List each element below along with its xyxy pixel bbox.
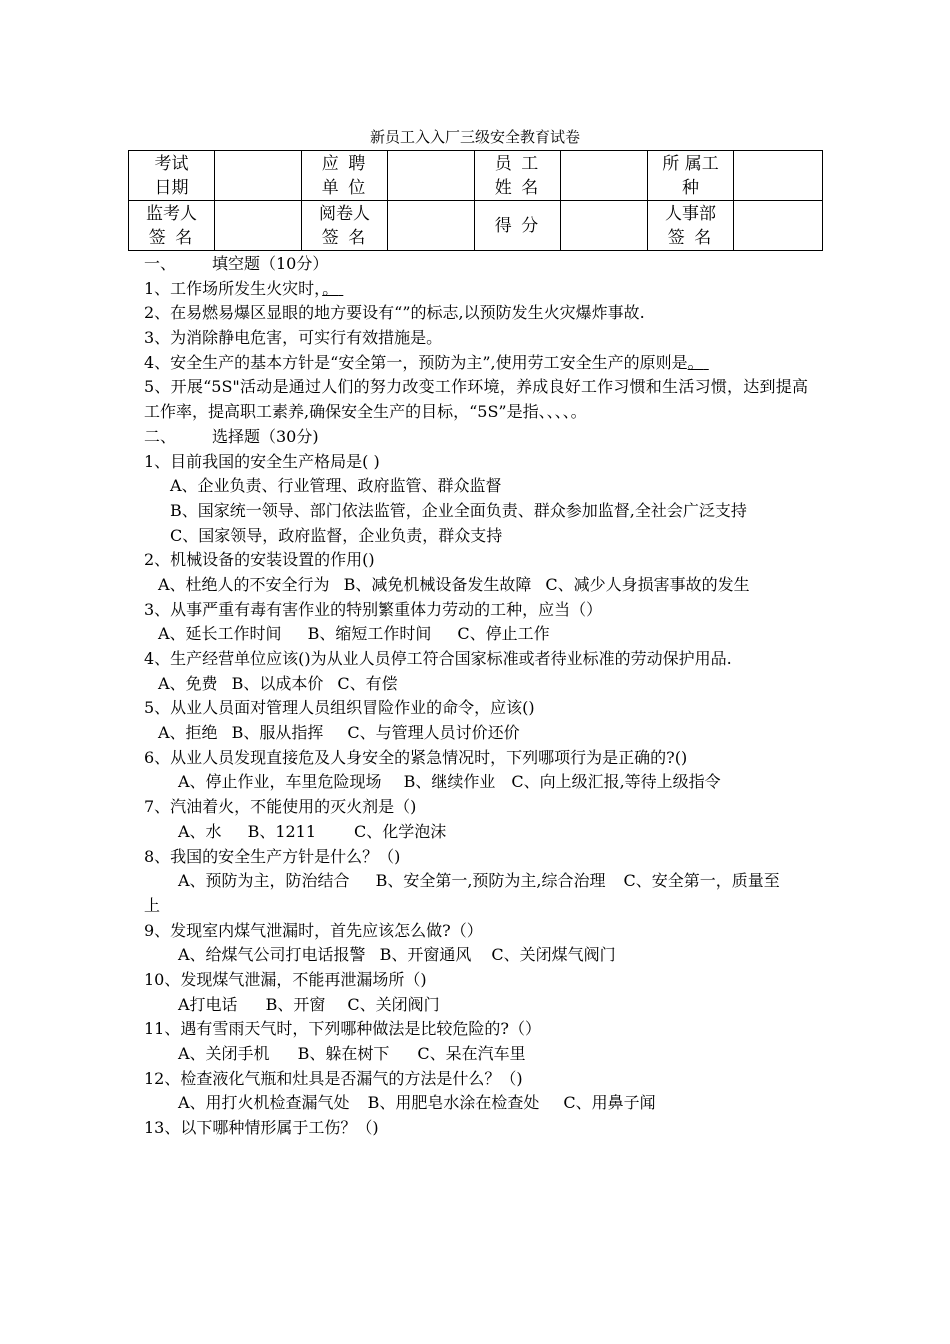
choice-q8-option-c-continued: 上 — [144, 895, 161, 915]
choice-q1-option-a[interactable]: A、企业负责、行业管理、政府监管、群众监督 — [170, 476, 502, 496]
choice-q7-options — [144, 820, 808, 845]
fill-q1-blank[interactable]: 。 — [322, 278, 339, 298]
choice-q8: 8、我国的安全生产方针是什么？（) — [144, 846, 401, 866]
choice-q3-option-b[interactable]: B、缩短工作时间 — [307, 624, 432, 644]
choice-q9-options — [144, 943, 808, 968]
choice-q12-option-c[interactable]: C、用鼻子闻 — [563, 1093, 656, 1113]
section2-heading: 二、 选择题（30分) — [144, 426, 319, 446]
choice-q4-option-c[interactable]: C、有偿 — [337, 673, 398, 693]
choice-q7: 7、汽油着火，不能使用的灭火剂是（) — [144, 797, 417, 817]
choice-q3-option-c[interactable]: C、停止工作 — [457, 624, 550, 644]
choice-q11-option-a[interactable]: A、关闭手机 — [178, 1044, 270, 1064]
choice-q6-option-c[interactable]: C、向上级汇报,等待上级指令 — [511, 772, 721, 792]
hr-field[interactable] — [734, 201, 823, 251]
choice-q11-option-b[interactable]: B、躲在树下 — [297, 1044, 390, 1064]
choice-q10-options — [144, 993, 808, 1018]
choice-q2-options — [144, 573, 808, 598]
choice-q5-option-a[interactable]: A、拒绝 — [158, 723, 218, 743]
choice-q8-options — [144, 869, 808, 894]
exam-date-label: 考试 日期 — [129, 151, 215, 201]
choice-q8-option-b[interactable]: B、安全第一,预防为主,综合治理 — [375, 871, 606, 891]
choice-q3-options — [144, 622, 808, 647]
choice-q9-option-c[interactable]: C、关闭煤气阀门 — [491, 945, 616, 965]
choice-q4-option-a[interactable]: A、免费 — [158, 673, 218, 693]
choice-q6-option-a[interactable]: A、停止作业，车里危险现场 — [178, 772, 382, 792]
choice-q8-option-a[interactable]: A、预防为主，防治结合 — [178, 871, 350, 891]
fill-q3: 3、为消除静电危害，可实行有效措施是。 — [144, 328, 443, 348]
choice-q9-option-b[interactable]: B、开窗通风 — [379, 945, 472, 965]
choice-q7-option-a[interactable]: A、水 — [178, 821, 222, 841]
choice-q10-option-c[interactable]: C、关闭阀门 — [347, 994, 440, 1014]
grader-field[interactable] — [388, 201, 475, 251]
choice-q8-option-c[interactable]: C、安全第一，质量至 — [623, 871, 780, 891]
apply-unit-field[interactable] — [388, 151, 475, 201]
choice-q5: 5、从业人员面对管理人员组织冒险作业的命令，应该() — [144, 698, 535, 718]
document-title: 新员工入入厂三级安全教育试卷 — [369, 128, 580, 146]
choice-q6-option-b[interactable]: B、继续作业 — [403, 772, 496, 792]
choice-q5-options — [144, 721, 808, 746]
choice-q2: 2、机械设备的安装设置的作用() — [144, 550, 375, 570]
choice-q12: 12、检查液化气瓶和灶具是否漏气的方法是什么？（) — [144, 1068, 523, 1088]
choice-q13: 13、以下哪种情形属于工伤？（) — [144, 1118, 379, 1138]
employee-name-field[interactable] — [561, 151, 648, 201]
choice-q5-option-b[interactable]: B、服从指挥 — [231, 723, 324, 743]
proctor-label: 监考人 签 名 — [129, 201, 215, 251]
exam-date-field[interactable] — [215, 151, 302, 201]
proctor-field[interactable] — [215, 201, 302, 251]
job-type-field[interactable] — [734, 151, 823, 201]
grader-label: 阅卷人 签 名 — [302, 201, 388, 251]
choice-q10: 10、发现煤气泄漏，不能再泄漏场所（) — [144, 969, 427, 989]
choice-q6: 6、从业人员发现直接危及人身安全的紧急情况时，下列哪项行为是正确的?() — [144, 747, 688, 767]
choice-q10-option-b[interactable]: B、开窗 — [265, 994, 326, 1014]
choice-q2-option-a[interactable]: A、杜绝人的不安全行为 — [158, 574, 330, 594]
score-field[interactable] — [561, 201, 648, 251]
choice-q3-option-a[interactable]: A、延长工作时间 — [158, 624, 282, 644]
fill-q1: 1、工作场所发生火灾时，。 — [144, 278, 339, 298]
choice-q4: 4、生产经营单位应该()为从业人员停工符合国家标准或者待业标准的劳动保护用品. — [144, 649, 732, 669]
fill-q4: 4、安全生产的基本方针是“安全第一，预防为主”,使用劳工安全生产的原则是。 — [144, 352, 704, 372]
fill-q2: 2、在易燃易爆区显眼的地方要设有“”的标志,以预防发生火灾爆炸事故. — [144, 303, 645, 323]
choice-q10-option-a[interactable]: A打电话 — [178, 994, 238, 1014]
choice-q11-options — [144, 1042, 808, 1067]
choice-q7-option-b[interactable]: B、1211 — [247, 821, 317, 841]
fill-q5: 5、开展“5S"活动是通过人们的努力改变工作环境，养成良好工作习惯和生活习惯，达到提高工作率，提高职工素养,确保安全生产的目标，“5S”是指、、、、。 — [144, 377, 808, 422]
choice-q7-option-c[interactable]: C、化学泡沫 — [354, 821, 447, 841]
hr-label: 人事部 签 名 — [648, 201, 734, 251]
choice-q12-options — [144, 1091, 808, 1116]
choice-q5-option-c[interactable]: C、与管理人员讨价还价 — [347, 723, 520, 743]
choice-q2-option-b[interactable]: B、减免机械设备发生故障 — [343, 574, 532, 594]
choice-q6-options — [144, 770, 808, 795]
header-info-table — [128, 150, 823, 251]
choice-q4-option-b[interactable]: B、以成本价 — [231, 673, 324, 693]
job-type-label: 所 属工 种 — [648, 151, 734, 201]
choice-q1-option-c[interactable]: C、国家领导，政府监督，企业负责，群众支持 — [170, 525, 503, 545]
choice-q9-option-a[interactable]: A、给煤气公司打电话报警 — [178, 945, 366, 965]
employee-name-label: 员 工 姓 名 — [475, 151, 561, 201]
score-label: 得 分 — [475, 201, 561, 251]
choice-q1: 1、目前我国的安全生产格局是( ) — [144, 451, 380, 471]
choice-q4-options — [144, 672, 808, 697]
fill-q4-blank[interactable]: 。 — [687, 352, 704, 372]
choice-q12-option-a[interactable]: A、用打火机检查漏气处 — [178, 1093, 350, 1113]
choice-q2-option-c[interactable]: C、减少人身损害事故的发生 — [545, 574, 750, 594]
exam-content — [144, 252, 808, 1141]
choice-q1-option-b[interactable]: B、国家统一领导、部门依法监管，企业全面负责、群众参加监督,全社会广泛支持 — [170, 500, 747, 520]
choice-q11-option-c[interactable]: C、呆在汽车里 — [417, 1044, 526, 1064]
choice-q11: 11、遇有雪雨天气时，下列哪种做法是比较危险的?（） — [144, 1019, 541, 1039]
apply-unit-label: 应 聘 单 位 — [302, 151, 388, 201]
choice-q12-option-b[interactable]: B、用肥皂水涂在检查处 — [367, 1093, 540, 1113]
section1-heading: 一、 填空题（10分） — [144, 254, 329, 273]
choice-q3: 3、从事严重有毒有害作业的特别繁重体力劳动的工种，应当（） — [144, 599, 603, 619]
choice-q9: 9、发现室内煤气泄漏时，首先应该怎么做?（） — [144, 920, 483, 940]
